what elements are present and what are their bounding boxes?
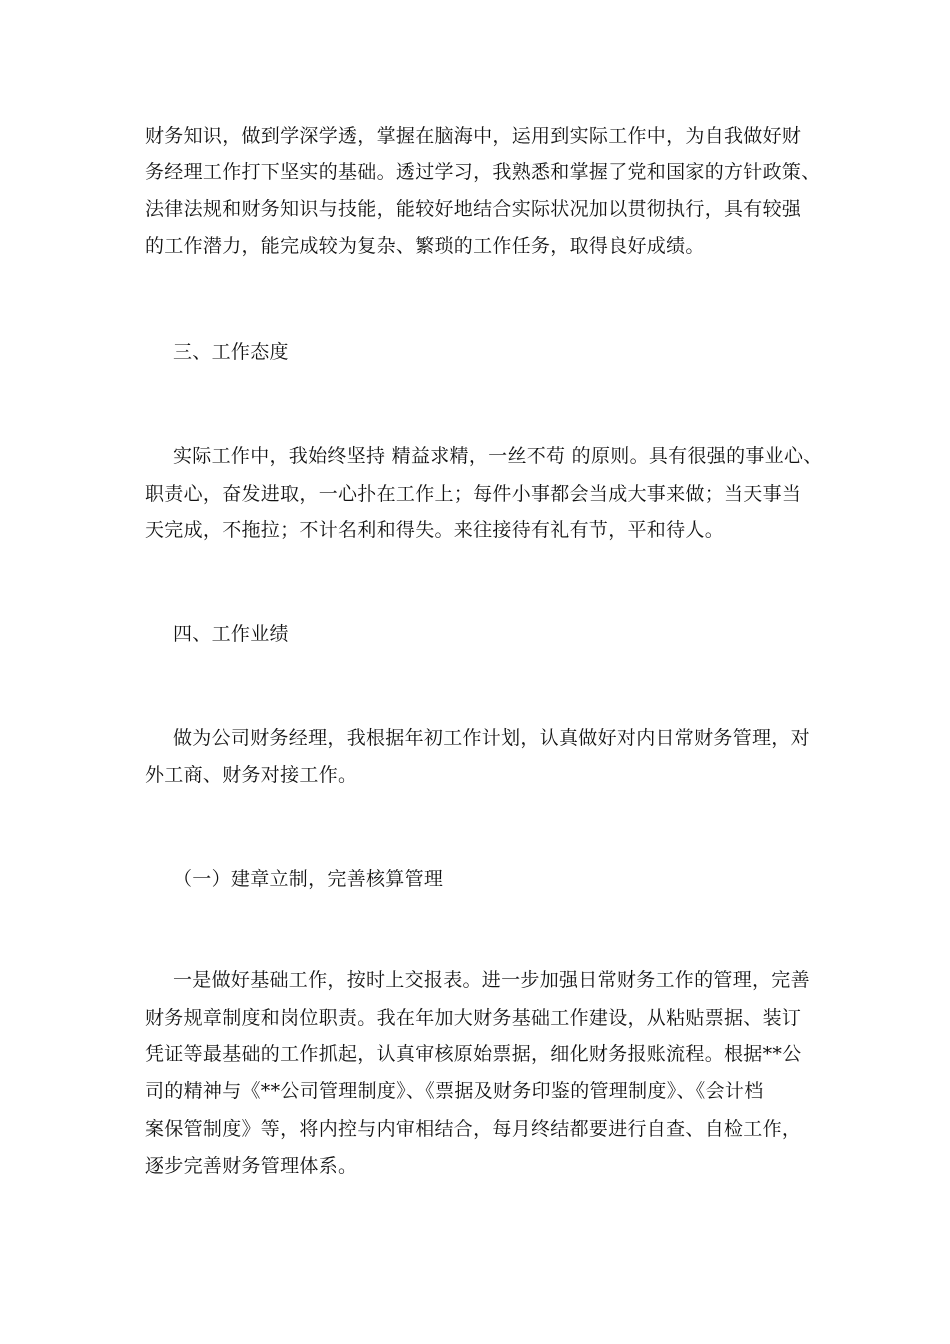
section-heading-work-attitude: 三、工作态度 [173,341,289,363]
text-line: 逐步完善财务管理体系。 [145,1155,358,1177]
text-line: 天完成，不拖拉；不计名利和得失。来往接待有礼有节，平和待人。 [145,519,725,541]
text-line: 职责心，奋发进取，一心扑在工作上；每件小事都会当成大事来做；当天事当 [145,483,802,505]
text-line: 财务知识，做到学深学透，掌握在脑海中，运用到实际工作中，为自我做好财 [145,125,802,147]
text-line: 实际工作中，我始终坚持 精益求精，一丝不苟 的原则。具有很强的事业心、 [173,445,823,467]
text-line: 司的精神与《**公司管理制度》、《票据及财务印鉴的管理制度》、《会计档 [145,1080,764,1102]
section-heading-work-performance: 四、工作业绩 [173,623,289,645]
text-line: 务经理工作打下坚实的基础。透过学习，我熟悉和掌握了党和国家的方针政策、 [145,161,821,183]
text-line: 外工商、财务对接工作。 [145,764,358,786]
text-line: 案保管制度》等，将内控与内审相结合，每月终结都要进行自查、自检工作， [145,1118,802,1140]
text-line: 的工作潜力，能完成较为复杂、繁琐的工作任务，取得良好成绩。 [145,235,705,257]
text-line: 一是做好基础工作，按时上交报表。进一步加强日常财务工作的管理，完善 [173,969,810,991]
text-line: 凭证等最基础的工作抓起，认真审核原始票据，细化财务报账流程。根据**公 [145,1043,802,1065]
text-line: 财务规章制度和岗位职责。我在年加大财务基础工作建设，从粘贴票据、装订 [145,1007,802,1029]
text-line: 做为公司财务经理，我根据年初工作计划，认真做好对内日常财务管理，对 [173,727,810,749]
subsection-heading-rules: （一）建章立制，完善核算管理 [173,868,444,890]
text-line: 法律法规和财务知识与技能，能较好地结合实际状况加以贯彻执行，具有较强 [145,198,802,220]
